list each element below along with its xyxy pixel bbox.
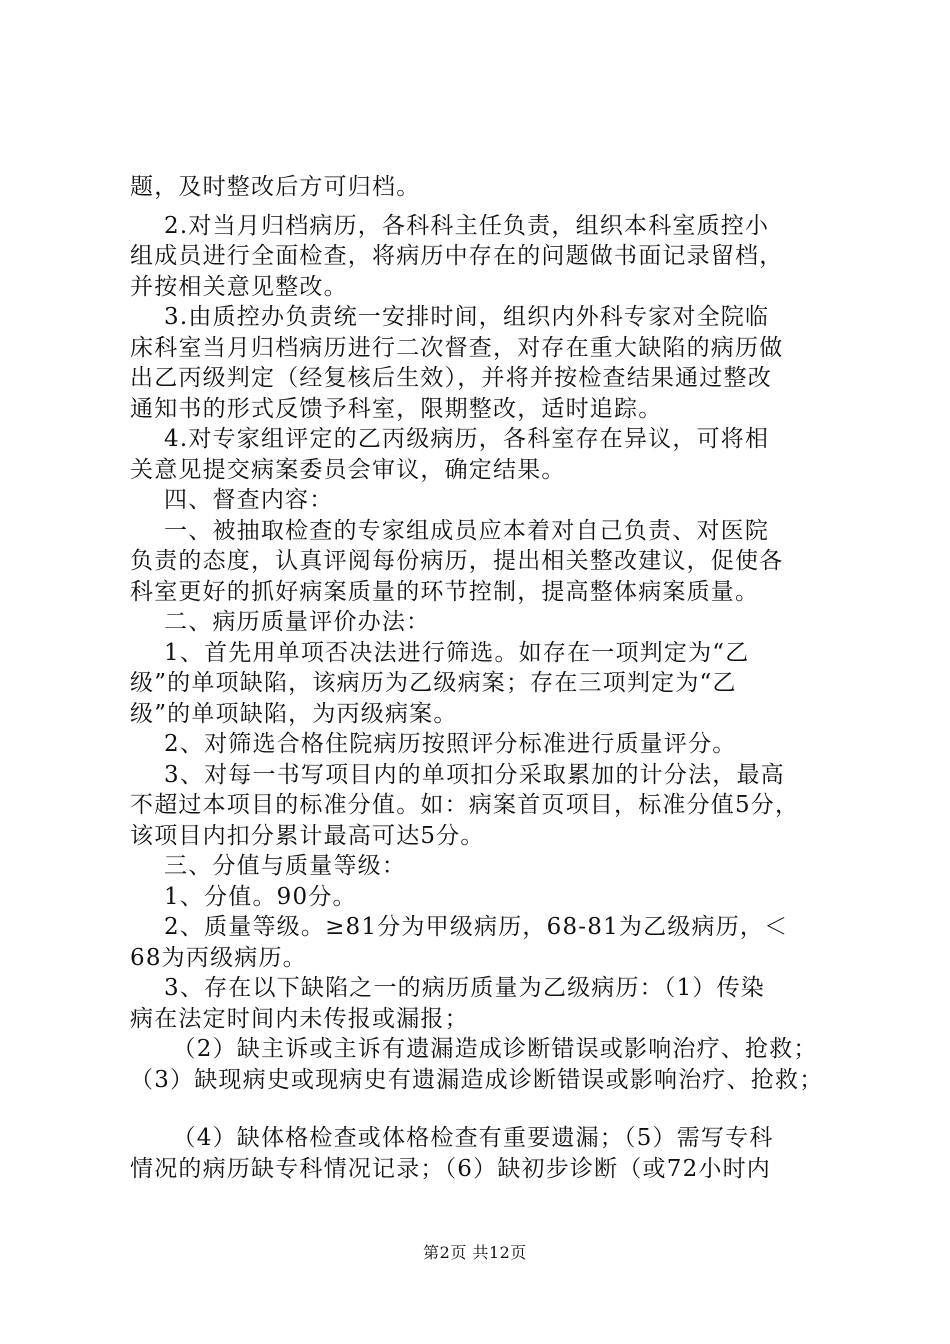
text-line: 该项目内扣分累计最高可达5分。: [130, 823, 485, 849]
text-line: 级”的单项缺陷，为丙级病案。: [130, 701, 458, 727]
text-line: 出乙丙级判定（经复核后生效），并将并按检查结果通过整改: [130, 365, 772, 391]
text-line: 2、质量等级。≥81分为甲级病历，68-81为乙级病历，＜: [130, 914, 789, 940]
text-line: 68为丙级病历。: [130, 945, 307, 971]
page-number-footer: 第2页 共12页: [423, 1243, 527, 1262]
section-heading: 四、督查内容：: [130, 487, 334, 513]
text-line: 3、对每一书写项目内的单项扣分采取累加的计分法，最高: [130, 762, 785, 788]
section-heading: 二、病历质量评价办法：: [130, 609, 431, 635]
text-line: 级”的单项缺陷，该病历为乙级病案；存在三项判定为“乙: [130, 670, 737, 696]
text-line: 病在法定时间内未传报或漏报；: [130, 1006, 469, 1032]
section-heading: 三、分值与质量等级：: [130, 853, 407, 879]
text-line: 不超过本项目的标准分值。如：病案首页项目，标准分值5分，: [130, 792, 800, 818]
text-line: 组成员进行全面检查，将病历中存在的问题做书面记录留档，: [130, 243, 784, 269]
text-line: （3）缺现病史或现病史有遗漏造成诊断错误或影响治疗、抢救；: [130, 1067, 824, 1093]
text-line: 题，及时整改后方可归档。: [130, 174, 421, 200]
text-line: 1、首先用单项否决法进行筛选。如存在一项判定为“乙: [130, 640, 750, 666]
text-line: 负责的态度，认真评阅每份病历，提出相关整改建议，促使各: [130, 548, 784, 574]
text-line: 1、分值。90分。: [130, 884, 357, 910]
text-line: 并按相关意见整改。: [130, 274, 348, 300]
text-line: 4.对专家组评定的乙丙级病历，各科室存在异议，可将相: [130, 426, 770, 452]
text-line: 2.对当月归档病历，各科科主任负责，组织本科室质控小: [130, 213, 770, 239]
text-line: 床科室当月归档病历进行二次督查，对存在重大缺陷的病历做: [130, 335, 784, 361]
text-line: 2、对筛选合格住院病历按照评分标准进行质量评分。: [130, 731, 737, 757]
text-line: 情况的病历缺专科情况记录；（6）缺初步诊断（或72小时内: [130, 1156, 771, 1182]
text-line: （4）缺体格检查或体格检查有重要遗漏；（5）需写专科: [130, 1125, 774, 1151]
text-line: 3.由质控办负责统一安排时间，组织内外科专家对全院临: [130, 304, 770, 330]
text-line: 通知书的形式反馈予科室，限期整改，适时追踪。: [130, 396, 663, 422]
text-line: 一、被抽取检查的专家组成员应本着对自己负责、对医院: [130, 518, 770, 544]
text-line: （2）缺主诉或主诉有遗漏造成诊断错误或影响治疗、抢救；: [130, 1036, 818, 1062]
text-line: 3、存在以下缺陷之一的病历质量为乙级病历：（1）传染: [130, 975, 766, 1001]
text-line: 关意见提交病案委员会审议，确定结果。: [130, 457, 566, 483]
text-line: 科室更好的抓好病案质量的环节控制，提高整体病案质量。: [130, 579, 760, 605]
